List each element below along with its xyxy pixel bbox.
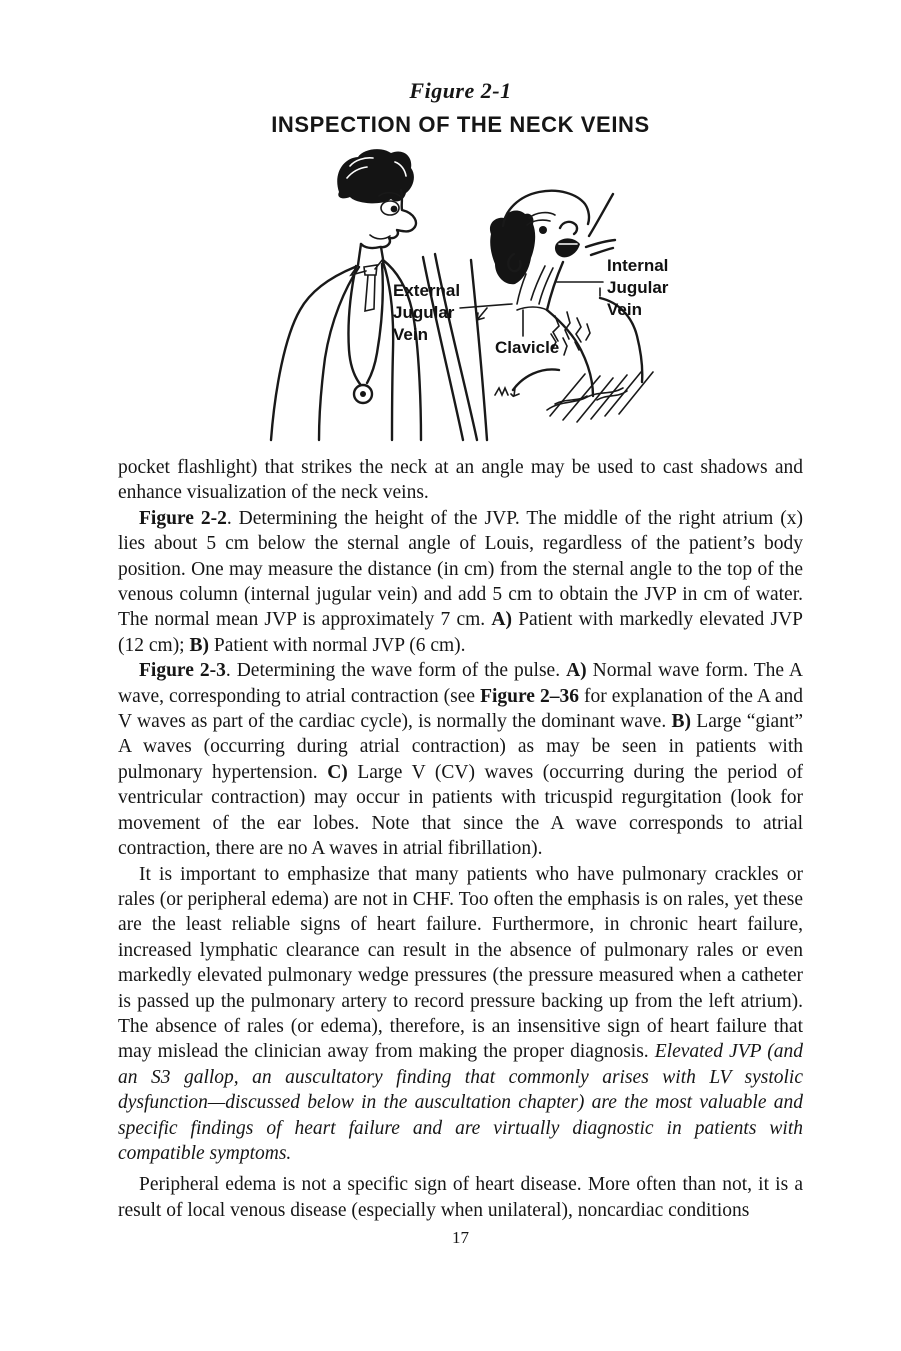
paragraph-figure-2-3: Figure 2-3. Determining the wave form of the pulse. A) Normal wave form. The A wave, corresponding to atrial contraction (see Figure 2–36 for explanation of the A and V waves as part of the cardiac cycle), is normally the dominant wave. B) Large “giant” A waves (occurring during atrial contraction) as may be seen in patients with pulmonary hypertension. C) Large V (CV) waves (occurring during the period of ventricular contraction) may occur in patients with tricuspid regurgitation (look for movement of the ear lobes. Note that since the A wave corresponds to atrial contraction, there are no A waves in atrial fibrillation). [118, 660, 804, 860]
patient-mouth [555, 238, 580, 257]
page-number: 17 [452, 1228, 469, 1247]
paragraph-flashlight: pocket flashlight) that strikes the neck at an angle may be used to cast shadows and enhance visualization of the neck veins. [118, 457, 803, 504]
patient-neck [547, 262, 563, 310]
label-external-jugular-line3: Vein [393, 325, 428, 344]
patient-nose [560, 222, 577, 234]
patient-eye [539, 226, 547, 234]
figure-heading: INSPECTION OF THE NECK VEINS [271, 112, 650, 137]
paragraph-chf-emphasis: It is important to emphasize that many patients who have pulmonary crackles or rales (or peripheral edema) are not in CHF. Too often the emphasis is on rales, yet these are the least reliable signs of heart failure. Furthermore, in chronic heart failure, increased lymphatic clearance can result in the absence of pulmonary rales or even markedly elevated pulmonary wedge pressures (the pressure measured when a catheter is passed up the pulmonary artery to record pressure backing up from the left atrium). The absence of rales (or edema), therefore, is an insensitive sign of heart failure that may mislead the clinician away from making the proper diagnosis. Elevated JVP (and an S3 gallop, an auscultatory finding that commonly arises with LV systolic dysfunction—discussed below in the auscultation chapter) are the most valuable and specific findings of heart failure and are virtually diagnostic in patients with compatible symptoms. [118, 863, 803, 1164]
internal-jugular-pointer-line [557, 282, 603, 296]
neck-veins-illustration [255, 148, 695, 443]
body-text [118, 455, 803, 1223]
neck-veins-drawing [255, 148, 695, 443]
figure-title: Figure 2-1 [409, 78, 512, 103]
paragraph-figure-2-2: Figure 2-2. Determining the height of the JVP. The middle of the right atrium (x) lies about 5 cm below the sternal angle of Louis, regardless of the patient’s body position. One may measure the distance (in cm) from the sternal angle to the top of the venous column (internal jugular vein) and add 5 cm to obtain the JVP in cm of water. The normal mean JVP is approximately 7 cm. A) Patient with markedly elevated JVP (12 cm); B) Patient with normal JVP (6 cm). [118, 507, 804, 656]
pointing-finger [586, 194, 615, 255]
external-jugular-pointer-line [460, 304, 512, 320]
label-internal-jugular-line3: Vein [607, 300, 642, 319]
doctor-mouth [370, 235, 390, 239]
doctor-tie [364, 265, 377, 311]
label-clavicle: Clavicle [495, 338, 560, 357]
artist-signature [495, 372, 653, 422]
label-internal-jugular-line2: Jugular [607, 278, 669, 297]
patient-hair [490, 211, 535, 285]
doctor-coat [271, 267, 355, 440]
label-external-jugular-line2: Jugular [393, 303, 455, 322]
label-internal-jugular-line1: Internal [607, 256, 669, 275]
label-external-jugular-line1: External [393, 281, 461, 300]
paragraph-peripheral-edema: Peripheral edema is not a specific sign of heart disease. More often than not, it is a result of local venous disease (especially when unilateral), noncardiac conditions [118, 1174, 803, 1221]
